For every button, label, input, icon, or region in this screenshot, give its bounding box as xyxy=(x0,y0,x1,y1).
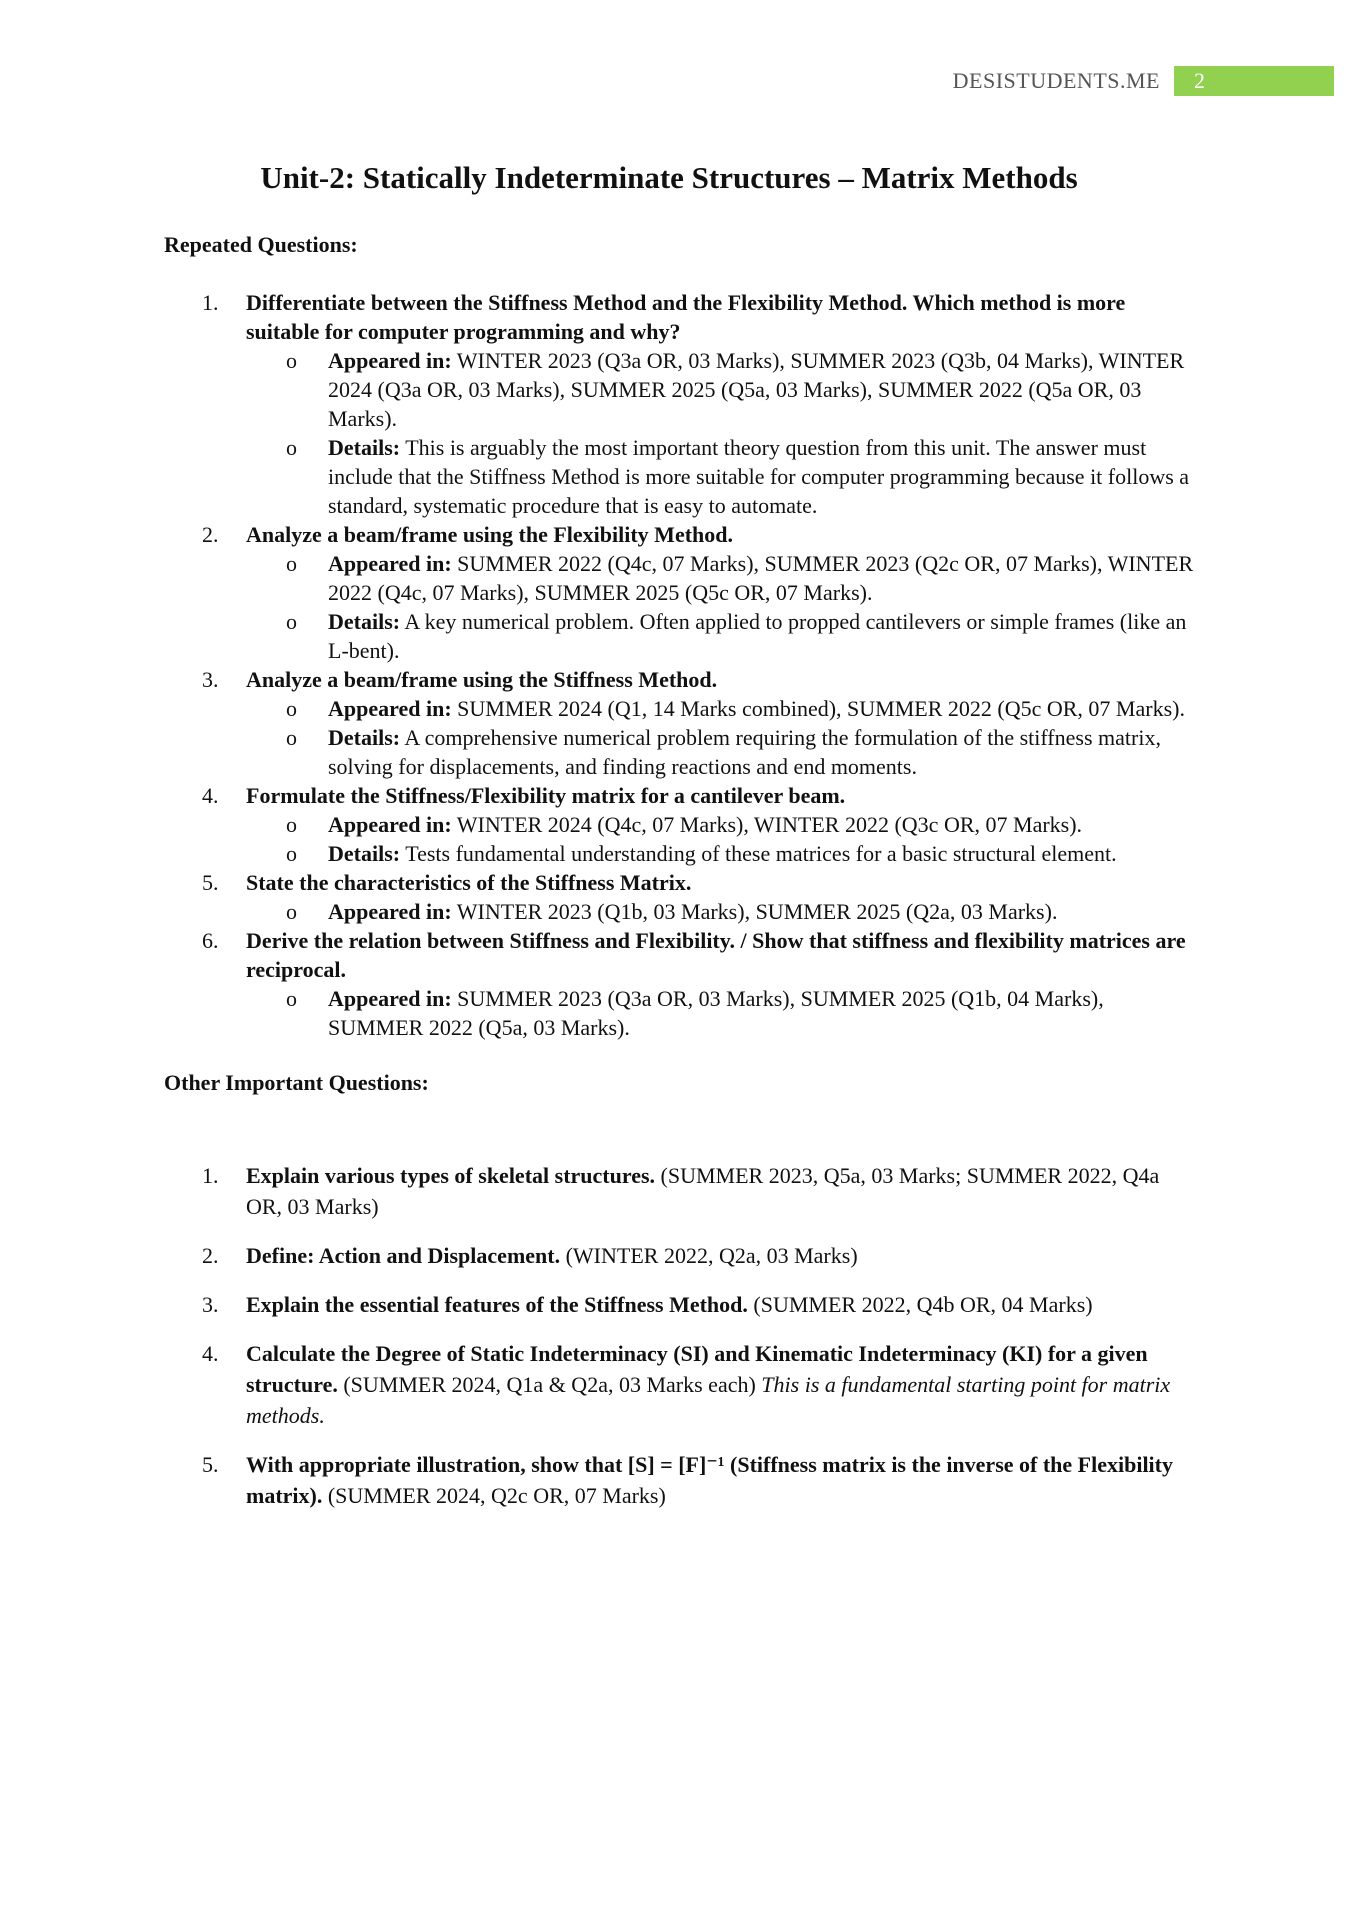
item-number: 4. xyxy=(202,1341,219,1366)
appeared-label: Appeared in: xyxy=(328,899,452,924)
appeared-text: WINTER 2023 (Q1b, 03 Marks), SUMMER 2025 (Q2a, 03 Marks). xyxy=(456,899,1058,924)
item-number: 4. xyxy=(202,783,219,808)
list-item xyxy=(164,868,1194,926)
question-reference: (SUMMER 2024, Q1a & Q2a, 03 Marks each) xyxy=(337,1372,762,1397)
details-text: A key numerical problem. Often applied to propped cantilevers or simple frames (like an L-bent). xyxy=(328,609,1187,663)
page-header xyxy=(953,66,1334,96)
appeared-label: Appeared in: xyxy=(328,812,452,837)
details-label: Details: xyxy=(328,725,401,750)
appeared-text: WINTER 2024 (Q4c, 07 Marks), WINTER 2022 (Q3c OR, 07 Marks). xyxy=(456,812,1083,837)
repeated-questions-list xyxy=(164,288,1194,1042)
other-questions-heading: Other Important Questions: xyxy=(164,1070,429,1095)
sub-list xyxy=(246,810,1194,868)
appeared-label: Appeared in: xyxy=(328,348,452,373)
italic-note: This is a fundamental starting point for matrix methods. xyxy=(246,1372,1171,1428)
question-text: Define: Action and Displacement. xyxy=(246,1243,561,1268)
bullet-icon: o xyxy=(286,609,297,634)
item-number: 3. xyxy=(202,667,219,692)
details-line xyxy=(246,723,1194,781)
list-item xyxy=(164,1160,1194,1222)
question-text: State the characteristics of the Stiffness Matrix. xyxy=(246,870,692,895)
question-reference: (SUMMER 2023, Q5a, 03 Marks; SUMMER 2022, Q4a OR, 03 Marks) xyxy=(246,1163,1160,1219)
details-text: A comprehensive numerical problem requiring the formulation of the stiffness matrix, solving for displacements, and finding reactions and end moments. xyxy=(328,725,1161,779)
sub-list xyxy=(246,549,1194,665)
question-text: Analyze a beam/frame using the Stiffness Method. xyxy=(246,667,718,692)
details-label: Details: xyxy=(328,609,401,634)
appeared-line xyxy=(246,549,1194,607)
details-line xyxy=(246,433,1194,520)
item-number: 1. xyxy=(202,290,219,315)
sub-list xyxy=(246,897,1194,926)
list-item xyxy=(164,1449,1194,1511)
list-item xyxy=(164,1289,1194,1320)
question-text: Analyze a beam/frame using the Flexibility Method. xyxy=(246,522,734,547)
details-line xyxy=(246,607,1194,665)
item-number: 2. xyxy=(202,1243,219,1268)
appeared-label: Appeared in: xyxy=(328,986,452,1011)
question-text: Derive the relation between Stiffness and Flexibility. / Show that stiffness and flexibility matrices are reciprocal. xyxy=(246,928,1186,982)
question-text: Explain the essential features of the Stiffness Method. xyxy=(246,1292,748,1317)
appeared-text: SUMMER 2023 (Q3a OR, 03 Marks), SUMMER 2025 (Q1b, 04 Marks), SUMMER 2022 (Q5a, 03 Marks). xyxy=(328,986,1104,1040)
item-number: 1. xyxy=(202,1163,219,1188)
question-text: Differentiate between the Stiffness Method and the Flexibility Method. Which method is more suitable for computer programming and why? xyxy=(246,290,1126,344)
details-label: Details: xyxy=(328,435,401,460)
other-questions-list xyxy=(164,1160,1194,1511)
appeared-text: SUMMER 2022 (Q4c, 07 Marks), SUMMER 2023 (Q2c OR, 07 Marks), WINTER 2022 (Q4c, 07 Marks), SUMMER 2025 (Q5c OR, 07 Marks). xyxy=(328,551,1194,605)
appeared-line xyxy=(246,694,1194,723)
appeared-label: Appeared in: xyxy=(328,696,452,721)
details-line xyxy=(246,839,1194,868)
item-number: 3. xyxy=(202,1292,219,1317)
list-item xyxy=(164,665,1194,781)
bullet-icon: o xyxy=(286,899,297,924)
bullet-icon: o xyxy=(286,841,297,866)
question-reference: (WINTER 2022, Q2a, 03 Marks) xyxy=(560,1243,858,1268)
document-body xyxy=(164,160,1194,1529)
item-number: 2. xyxy=(202,522,219,547)
question-reference: (SUMMER 2022, Q4b OR, 04 Marks) xyxy=(747,1292,1093,1317)
list-item xyxy=(164,926,1194,1042)
sub-list xyxy=(246,694,1194,781)
appeared-label: Appeared in: xyxy=(328,551,452,576)
appeared-line xyxy=(246,810,1194,839)
question-text: Calculate the Degree of Static Indeterminacy (SI) and Kinematic Indeterminacy (KI) for a given structure. xyxy=(246,1341,1148,1397)
appeared-text: SUMMER 2024 (Q1, 14 Marks combined), SUMMER 2022 (Q5c OR, 07 Marks). xyxy=(457,696,1185,721)
appeared-line xyxy=(246,897,1194,926)
sub-list xyxy=(246,984,1194,1042)
bullet-icon: o xyxy=(286,435,297,460)
item-number: 6. xyxy=(202,928,219,953)
repeated-questions-heading: Repeated Questions: xyxy=(164,232,358,257)
list-item xyxy=(164,288,1194,520)
sub-list xyxy=(246,346,1194,520)
bullet-icon: o xyxy=(286,696,297,721)
details-text: This is arguably the most important theory question from this unit. The answer must include that the Stiffness Method is more suitable for computer programming because it follows a standard, systematic procedure that is easy to automate. xyxy=(328,435,1190,518)
question-reference: (SUMMER 2024, Q2c OR, 07 Marks) xyxy=(322,1483,666,1508)
appeared-line xyxy=(246,346,1194,433)
list-item xyxy=(164,1338,1194,1431)
bullet-icon: o xyxy=(286,725,297,750)
bullet-icon: o xyxy=(286,812,297,837)
list-item xyxy=(164,781,1194,868)
list-item xyxy=(164,520,1194,665)
details-text: Tests fundamental understanding of these matrices for a basic structural element. xyxy=(405,841,1117,866)
question-text: With appropriate illustration, show that [S] = [F]⁻¹ (Stiffness matrix is the inverse of the Flexibility matrix). xyxy=(246,1452,1173,1508)
question-text: Formulate the Stiffness/Flexibility matrix for a cantilever beam. xyxy=(246,783,846,808)
question-text: Explain various types of skeletal structures. xyxy=(246,1163,656,1188)
list-item xyxy=(164,1240,1194,1271)
bullet-icon: o xyxy=(286,986,297,1011)
bullet-icon: o xyxy=(286,348,297,373)
bullet-icon: o xyxy=(286,551,297,576)
appeared-text: WINTER 2023 (Q3a OR, 03 Marks), SUMMER 2023 (Q3b, 04 Marks), WINTER 2024 (Q3a OR, 03 Marks), SUMMER 2025 (Q5a, 03 Marks), SUMMER 2022 (Q5a OR, 03 Marks). xyxy=(328,348,1185,431)
details-label: Details: xyxy=(328,841,401,866)
page-number: 2 xyxy=(1174,66,1334,96)
appeared-line xyxy=(246,984,1194,1042)
item-number: 5. xyxy=(202,870,219,895)
item-number: 5. xyxy=(202,1452,219,1477)
page-title: Unit-2: Statically Indeterminate Structures – Matrix Methods xyxy=(260,160,1078,195)
site-name: DESISTUDENTS.ME xyxy=(952,68,1160,93)
